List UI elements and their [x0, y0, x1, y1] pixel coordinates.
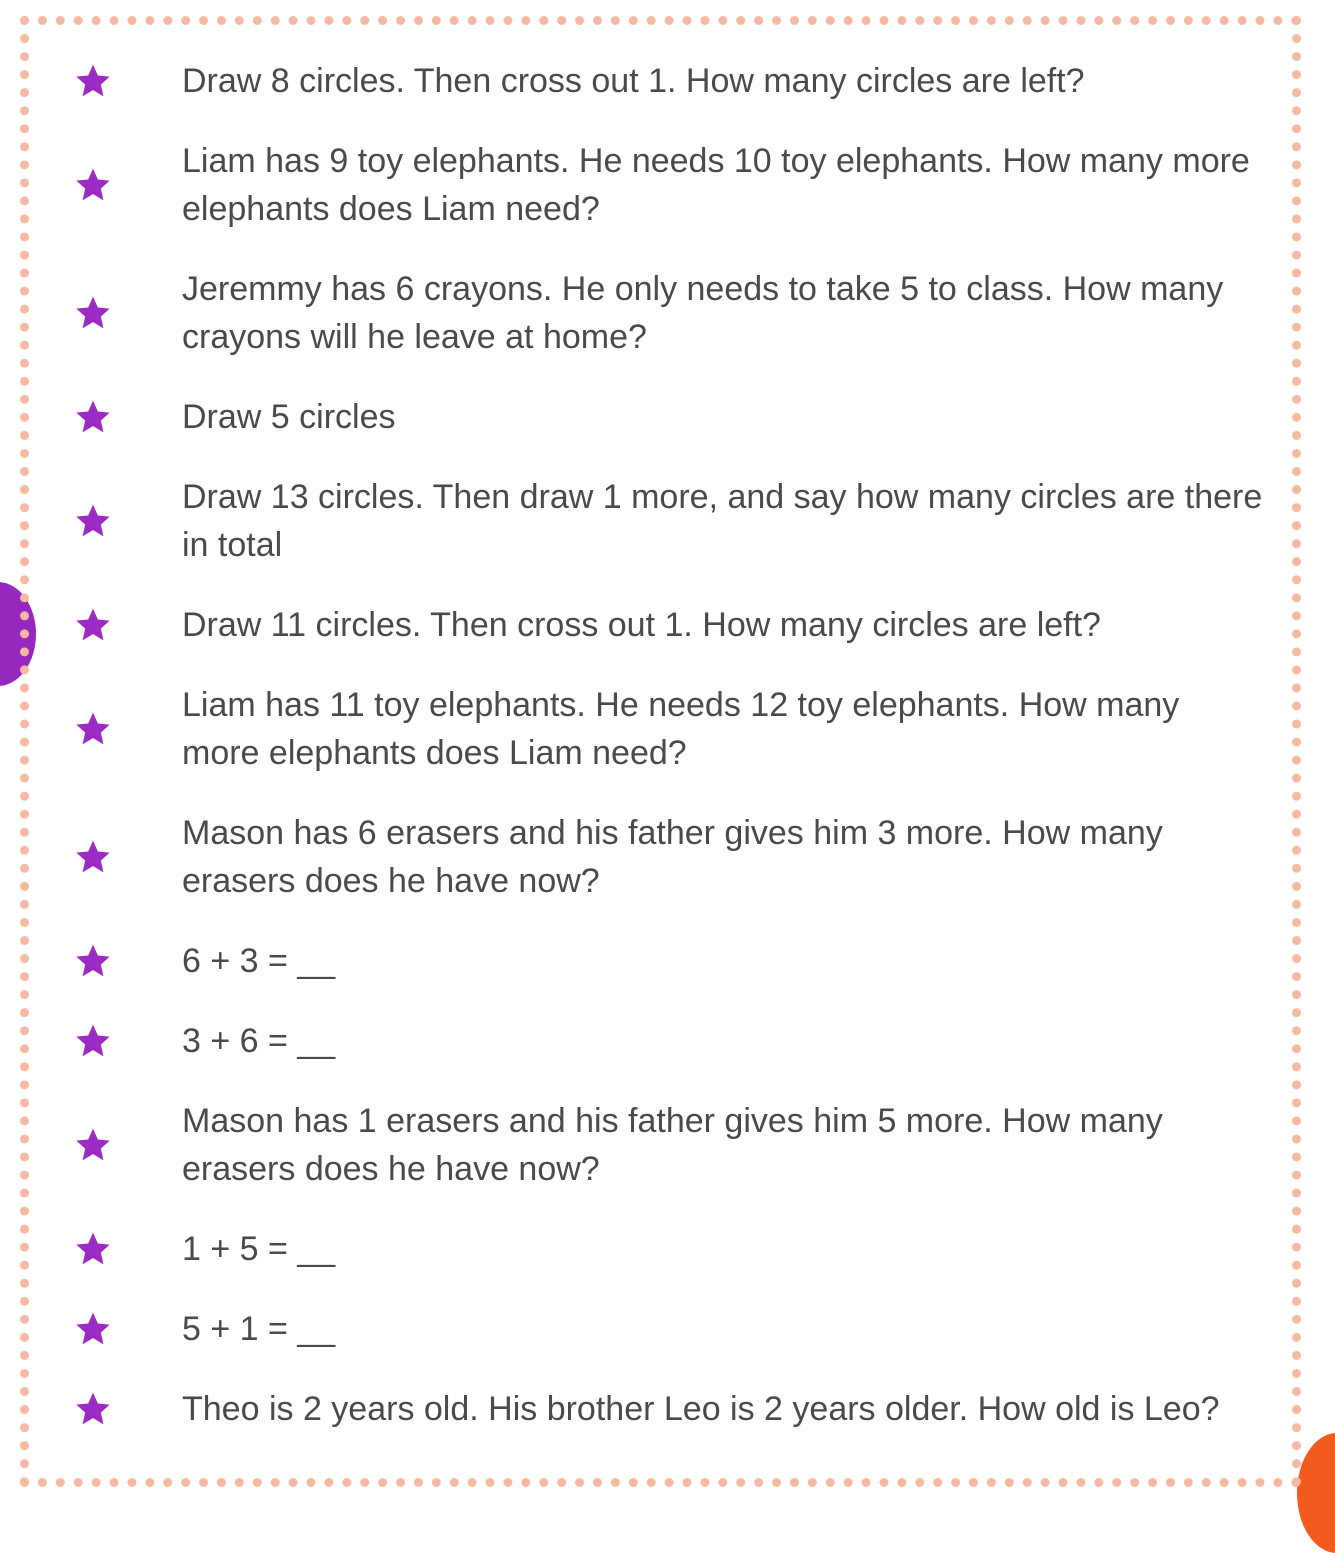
star-icon — [73, 1309, 113, 1349]
star-icon — [73, 709, 113, 749]
star-icon — [73, 1125, 113, 1165]
question-text: Theo is 2 years old. His brother Leo is 2 years older. How old is Leo? — [182, 1390, 1220, 1428]
equation-text: 6 + 3 = __ — [182, 942, 336, 980]
star-icon — [73, 1021, 113, 1061]
star-icon — [73, 1389, 113, 1429]
star-icon — [73, 397, 113, 437]
question-text: Draw 13 circles. Then draw 1 more, and say how many circles are there in total — [182, 478, 1272, 564]
star-icon — [73, 837, 113, 877]
question-text: Draw 5 circles — [182, 398, 396, 436]
star-icon — [73, 293, 113, 333]
equation-text: 3 + 6 = __ — [182, 1022, 336, 1060]
equation-text: 5 + 1 = __ — [182, 1310, 336, 1348]
worksheet-card — [20, 16, 1301, 1487]
question-text: Jeremmy has 6 crayons. He only needs to take 5 to class. How many crayons will he leave at home? — [182, 270, 1233, 356]
star-icon — [73, 165, 113, 205]
question-text: Draw 8 circles. Then cross out 1. How many circles are left? — [182, 62, 1085, 100]
question-text: Liam has 11 toy elephants. He needs 12 toy elephants. How many more elephants does Liam need? — [182, 686, 1189, 772]
question-text: Draw 11 circles. Then cross out 1. How many circles are left? — [182, 606, 1101, 644]
corner-action-button[interactable] — [1297, 1433, 1335, 1553]
star-icon — [73, 1229, 113, 1269]
question-text: Liam has 9 toy elephants. He needs 10 toy elephants. How many more elephants does Liam need? — [182, 142, 1260, 228]
question-text: Mason has 1 erasers and his father gives him 5 more. How many erasers does he have now? — [182, 1102, 1173, 1188]
star-icon — [73, 605, 113, 645]
equation-text: 1 + 5 = __ — [182, 1230, 336, 1268]
star-icon — [73, 501, 113, 541]
star-icon — [73, 941, 113, 981]
question-text: Mason has 6 erasers and his father gives him 3 more. How many erasers does he have now? — [182, 814, 1173, 900]
star-icon — [73, 61, 113, 101]
